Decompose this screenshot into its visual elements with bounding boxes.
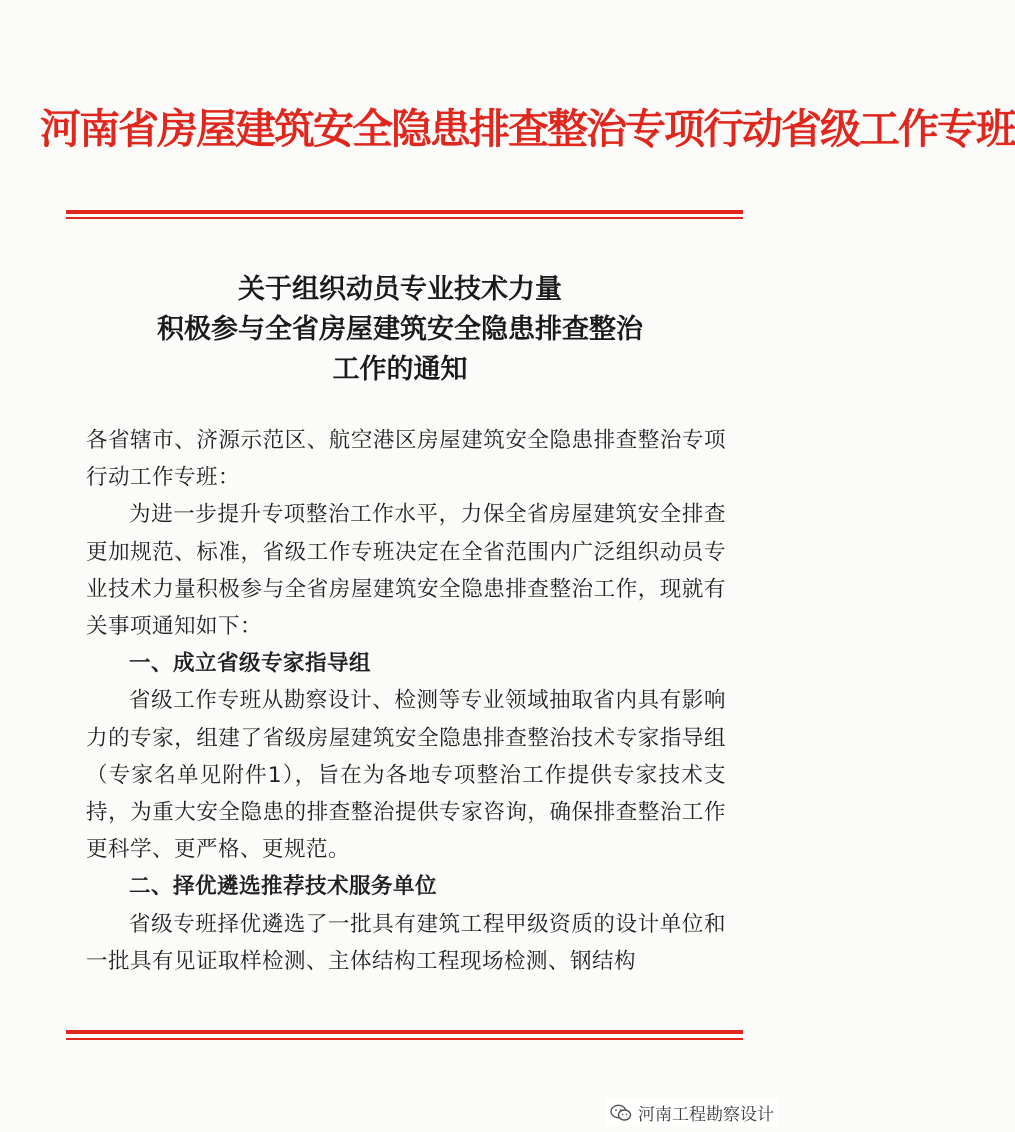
section-2-paragraph: 省级专班择优遴选了一批具有建筑工程甲级资质的设计单位和一批具有见证取样检测、主体结构工程现场检测、钢结构 bbox=[86, 911, 726, 974]
section-1-heading: 一、成立省级专家指导组 bbox=[129, 651, 372, 677]
section-2-heading: 二、择优遴选推荐技术服务单位 bbox=[129, 874, 438, 900]
intro-paragraph: 为进一步提升专项整治工作水平，力保全省房屋建筑安全排查更加规范、标准，省级工作专班决定在全省范围内广泛组织动员专业技术力量积极参与全省房屋建筑安全隐患排查整治工作，现就有关事项通知如下： bbox=[86, 502, 726, 640]
document-body bbox=[86, 422, 726, 980]
document-title bbox=[60, 270, 740, 390]
title-line-3: 工作的通知 bbox=[332, 354, 468, 385]
footer-rule-thick bbox=[66, 1030, 743, 1034]
header-rule-thick bbox=[66, 210, 743, 214]
wechat-watermark bbox=[606, 1098, 778, 1127]
wechat-icon bbox=[610, 1104, 632, 1122]
title-line-2: 积极参与全省房屋建筑安全隐患排查整治 bbox=[157, 314, 643, 345]
issuing-agency-header: 河南省房屋建筑安全隐患排查整治专项行动省级工作专班 bbox=[40, 105, 1015, 153]
title-line-1: 关于组织动员专业技术力量 bbox=[238, 274, 562, 305]
section-1-paragraph: 省级工作专班从勘察设计、检测等专业领域抽取省内具有影响力的专家，组建了省级房屋建筑安全隐患排查整治技术专家指导组（专家名单见附件1），旨在为各地专项整治工作提供专家技术支持，为重大安全隐患的排查整治提供专家咨询，确保排查整治工作更科学、更严格、更规范。 bbox=[86, 688, 726, 863]
header-rule-thin bbox=[66, 217, 743, 219]
footer-rule-thin bbox=[66, 1038, 743, 1040]
watermark-text: 河南工程勘察设计 bbox=[638, 1105, 774, 1125]
salutation: 各省辖市、济源示范区、航空港区房屋建筑安全隐患排查整治专项行动工作专班： bbox=[86, 428, 726, 491]
